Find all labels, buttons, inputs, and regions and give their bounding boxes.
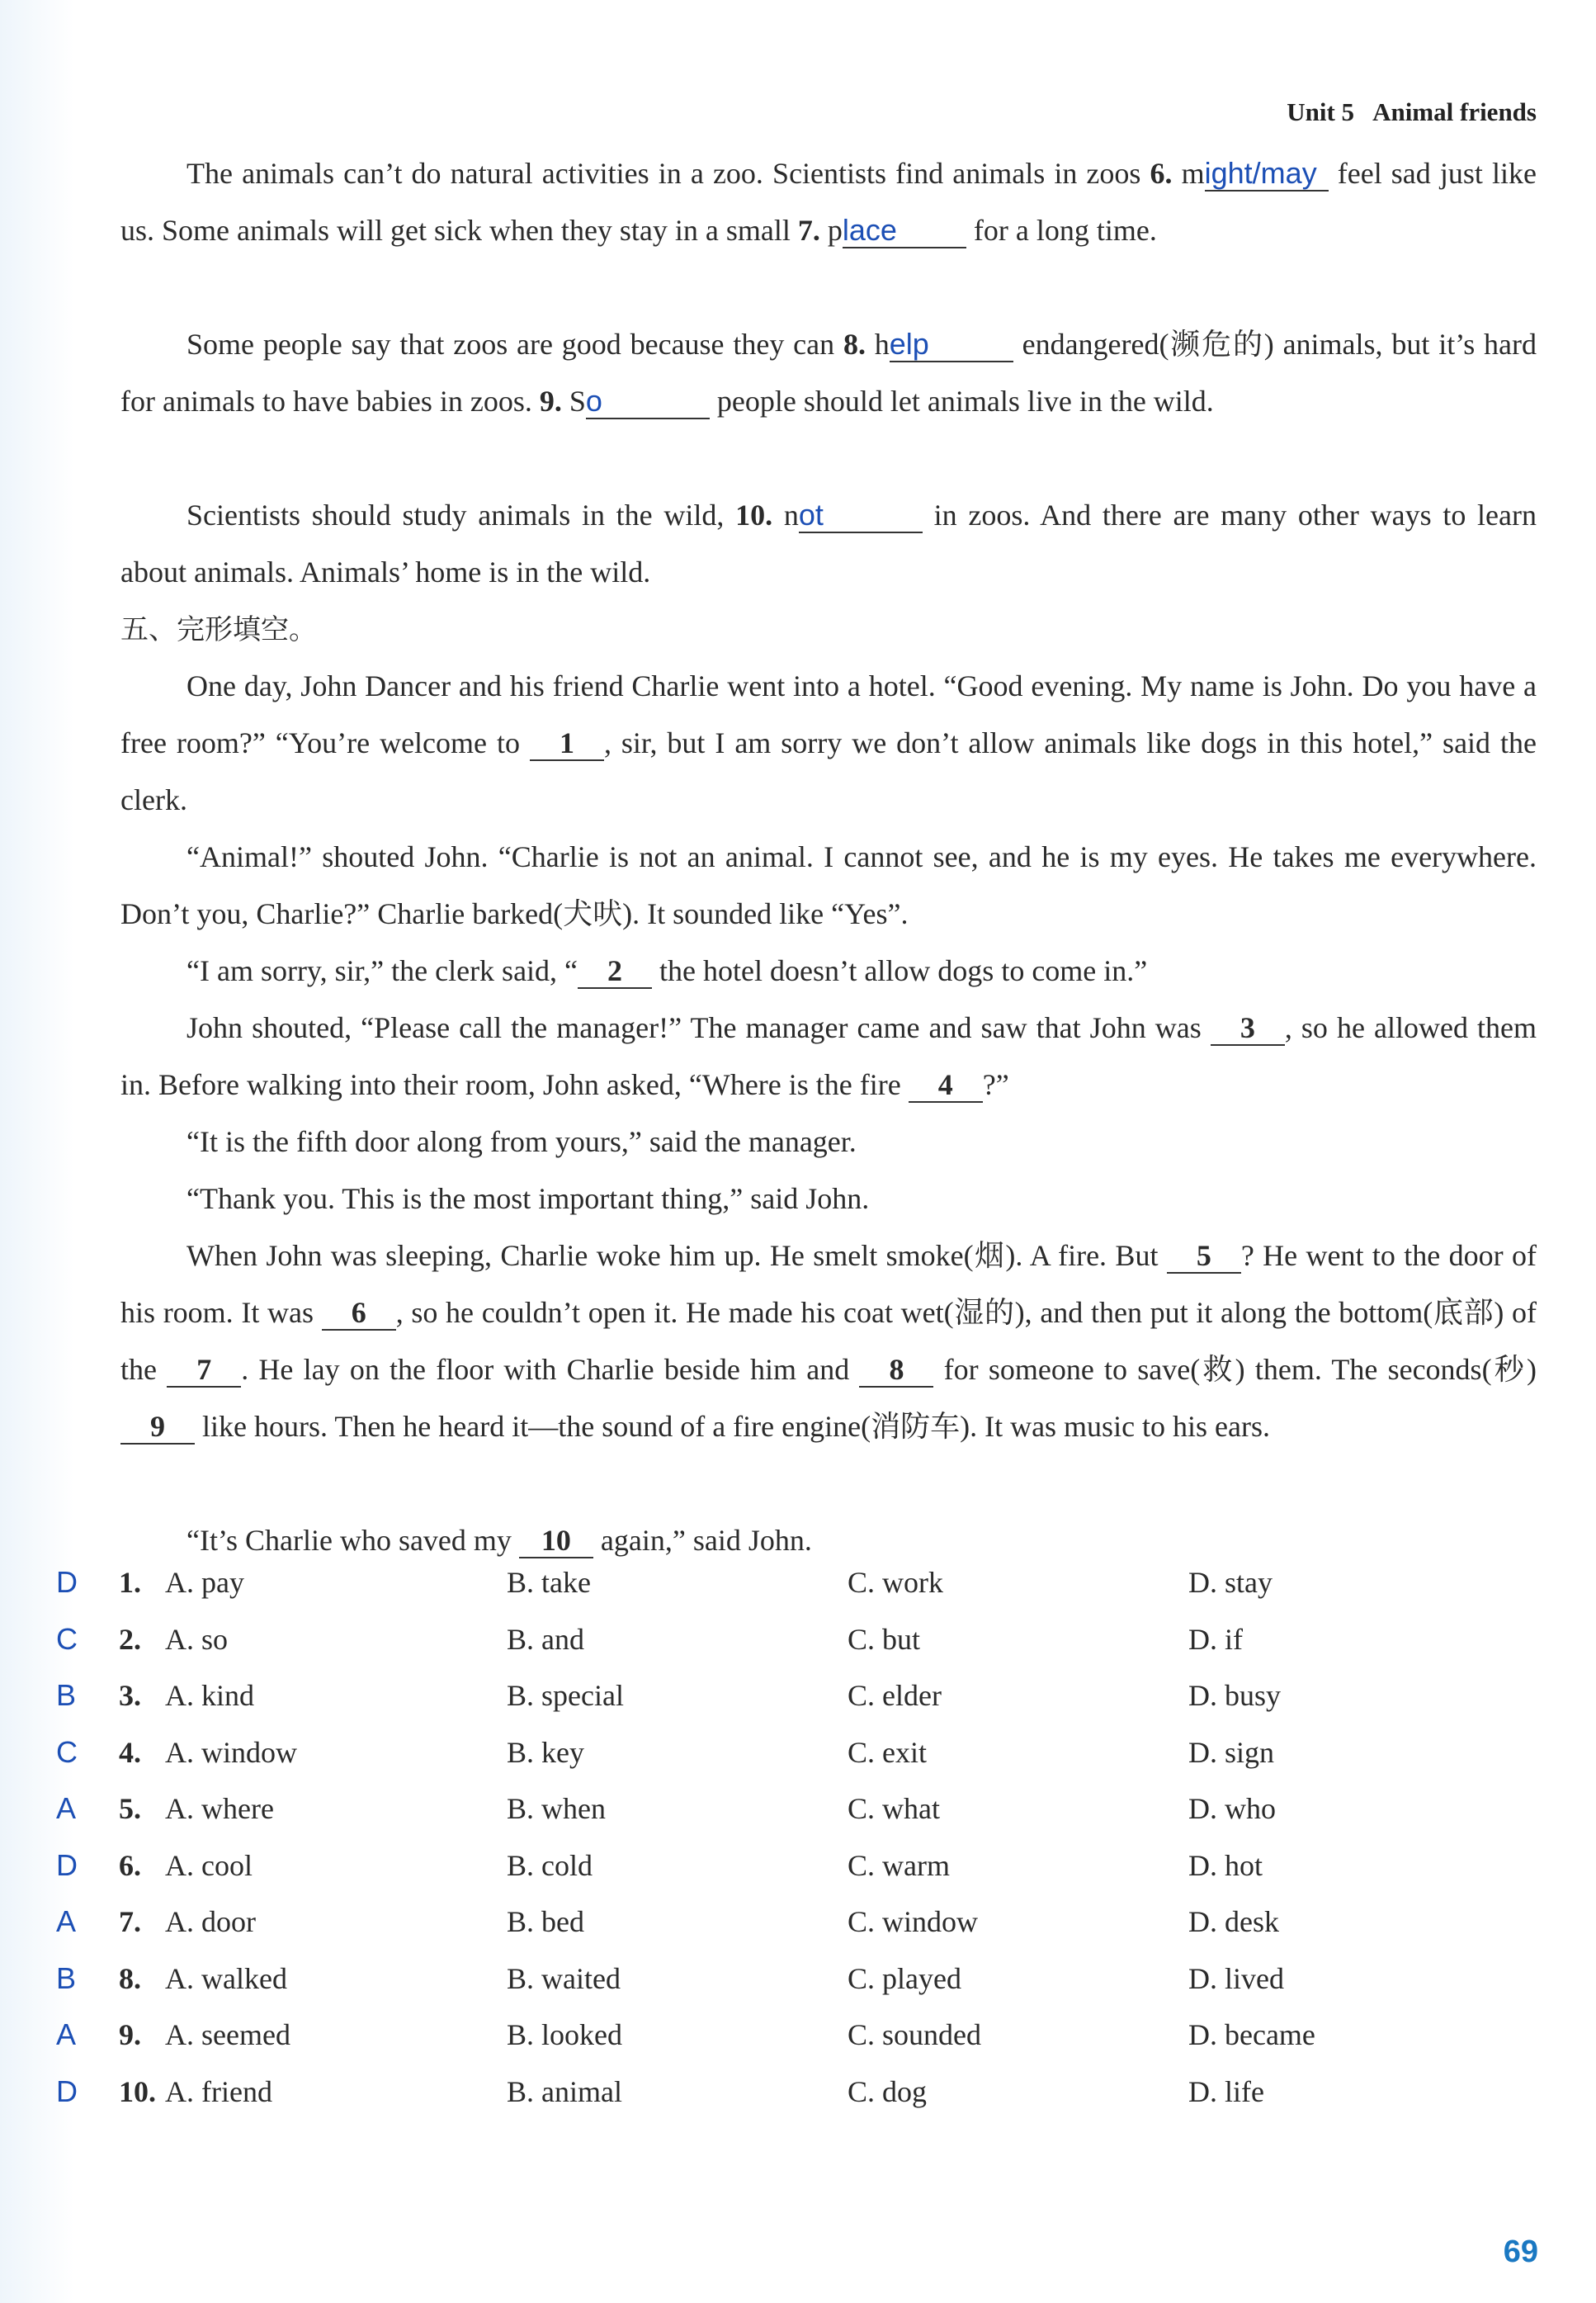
section-title-cloze: 五、完形填空。	[120, 613, 317, 646]
running-header	[1287, 97, 1537, 127]
cloze-blank-1: 1	[530, 726, 604, 761]
handwritten-answer: A	[56, 1791, 77, 1825]
handwritten-answer: A	[56, 1904, 77, 1938]
cloze-paragraph-4: John shouted, “Please call the manager!” The manager came and saw that John was 3 , so he allowed them in. Before walking into their room, John asked, “Where is the fire 4 ?”	[120, 1011, 1537, 1101]
handwritten-answer: D	[56, 1847, 78, 1882]
unit-title: Animal friends	[1372, 97, 1537, 126]
option-row: C 2. A. so B. and C. but D. if	[56, 1621, 1243, 1656]
answer-fill-10: ot	[799, 499, 923, 533]
cloze-blank-4: 4	[909, 1068, 983, 1103]
reading-paragraph-2: Some people say that zoos are good because they can 8. help endangered(濒危的) animals, but it’s hard for animals to have babies in zoos. 9. So people should let animals live in the wild.	[120, 327, 1537, 418]
cloze-blank-9: 9	[120, 1410, 195, 1445]
handwritten-answer: B	[56, 1960, 77, 1995]
cloze-options-list	[50, 1560, 1535, 2126]
cloze-blank-10: 10	[519, 1524, 593, 1558]
answer-fill-6: ight/may	[1205, 157, 1329, 192]
cloze-paragraph-8: “It’s Charlie who saved my 10 again,” said John.	[187, 1524, 812, 1557]
cloze-blank-2: 2	[578, 954, 652, 989]
handwritten-answer: C	[56, 1621, 78, 1656]
cloze-blank-3: 3	[1211, 1011, 1285, 1046]
cloze-blank-5: 5	[1167, 1239, 1241, 1274]
option-row: A 9. A. seemed B. looked C. sounded D. became	[56, 2017, 1315, 2051]
option-row: A 5. A. where B. when C. what D. who	[56, 1791, 1276, 1825]
page-number: 69	[1503, 2234, 1538, 2269]
handwritten-answer: B	[56, 1678, 77, 1712]
cloze-paragraph-2: “Animal!” shouted John. “Charlie is not an animal. I cannot see, and he is my eyes. He takes me everywhere. Don’t you, Charlie?” Charlie barked(犬吠). It sounded like “Yes”.	[120, 840, 1537, 930]
cloze-paragraph-3: “I am sorry, sir,” the clerk said, “ 2 the hotel doesn’t allow dogs to come in.”	[187, 954, 1148, 987]
option-row: A 7. A. door B. bed C. window D. desk	[56, 1904, 1279, 1938]
cloze-blank-7: 7	[167, 1353, 241, 1388]
reading-paragraph-1: The animals can’t do natural activities in a zoo. Scientists find animals in zoos 6. might/may feel sad just like us. Some animals will get sick when they stay in a small 7. place for a long time.	[120, 156, 1537, 247]
unit-label: Unit 5	[1287, 97, 1355, 126]
cloze-blank-6: 6	[322, 1296, 396, 1331]
handwritten-answer: A	[56, 2017, 77, 2051]
option-row: B 8. A. walked B. waited C. played D. lived	[56, 1960, 1284, 1995]
handwritten-answer: C	[56, 1734, 78, 1769]
cloze-paragraph-1: One day, John Dancer and his friend Charlie went into a hotel. “Good evening. My name is John. Do you have a free room?” “You’re welcome to 1 , sir, but I am sorry we don’t allow animals like dogs in this hotel,” said the clerk.	[120, 669, 1537, 816]
reading-paragraph-3: Scientists should study animals in the wild, 10. not in zoos. And there are many other ways to learn about animals. Animals’ home is in the wild.	[120, 498, 1537, 589]
handwritten-answer: D	[56, 2074, 78, 2108]
option-row: D 1. A. pay B. take C. work D. stay	[56, 1565, 1273, 1599]
answer-fill-7: lace	[843, 214, 966, 248]
option-row: D 6. A. cool B. cold C. warm D. hot	[56, 1847, 1263, 1882]
cloze-paragraph-5: “It is the fifth door along from yours,” said the manager.	[187, 1125, 857, 1158]
cloze-blank-8: 8	[859, 1353, 933, 1388]
cloze-paragraph-7: When John was sleeping, Charlie woke him up. He smelt smoke(烟). A fire. But 5 ? He went to the door of his room. It was 6 , so he couldn’t open it. He made his coat wet(湿的), and then put it along the bottom(底部) of the 7 . He lay on the floor with Charlie beside him and 8 for someone to save(救) them. The seconds(秒) 9 like hours. Then he heard it—the sound of a fire engine(消防车). It was music to his ears.	[120, 1239, 1537, 1443]
handwritten-answer: D	[56, 1565, 78, 1599]
cloze-paragraph-6: “Thank you. This is the most important thing,” said John.	[187, 1182, 870, 1215]
answer-fill-9: o	[586, 385, 710, 419]
answer-fill-8: elp	[890, 328, 1013, 362]
option-row: C 4. A. window B. key C. exit D. sign	[56, 1734, 1275, 1769]
option-row: B 3. A. kind B. special C. elder D. busy	[56, 1678, 1282, 1712]
option-row: D 10. A. friend B. animal C. dog D. life	[56, 2074, 1264, 2108]
